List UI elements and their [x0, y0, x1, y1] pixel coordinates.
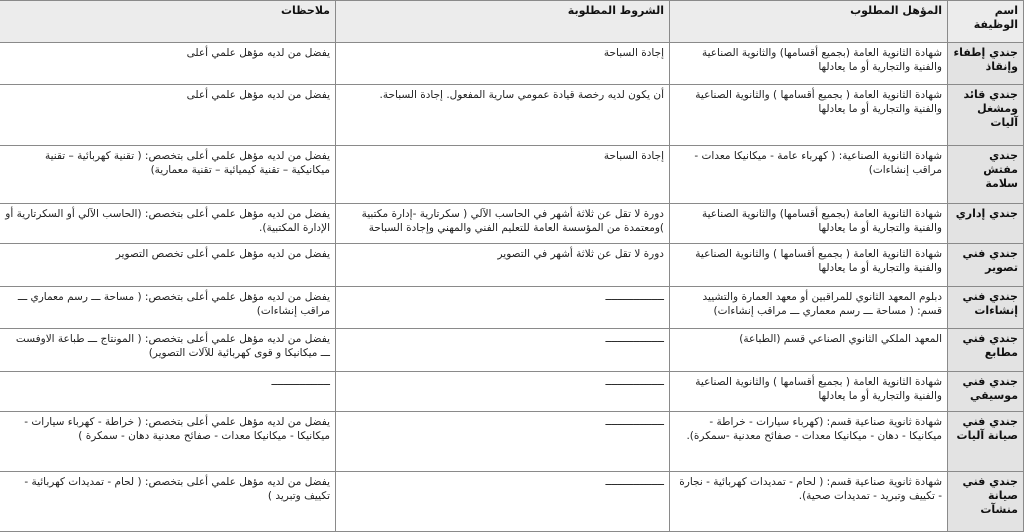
table-row — [0, 411, 1024, 471]
qualification-cell: شهادة الثانوية العامة (بجميع أقسامها) والثانوية الصناعية والفنية والتجارية أو ما يعادلها — [670, 43, 948, 85]
conditions-cell: دورة لا تقل عن ثلاثة أشهر في الحاسب الآلي ( سكرتارية -إدارة مكتبية )ومعتمدة من المؤسسة العامة للتعليم الفني والمهني وإجادة السباحة — [336, 204, 670, 244]
qualification-cell: شهادة الثانوية الصناعية: ( كهرباء عامة - ميكانيكا معدات - مراقب إنشاءات) — [670, 146, 948, 204]
job-title: جندي فني تصوير — [948, 244, 1024, 287]
qualification-cell: شهادة الثانوية العامة ( بجميع أقسامها ) والثانوية الصناعية والفنية والتجارية أو ما يعادلها — [670, 85, 948, 146]
notes-cell: يفضل من لديه مؤهل علمي أعلى تخصص التصوير — [0, 244, 336, 287]
notes-cell: يفضل من لديه مؤهل علمي أعلى بتخصص: ( المونتاج ـــ طباعة الاوفست ـــ ميكانيكا و قوى كهربائية للآلات التصوير) — [0, 328, 336, 371]
table-row — [0, 471, 1024, 531]
table-row — [0, 328, 1024, 371]
job-title: جندي إداري — [948, 204, 1024, 244]
conditions-cell: إجادة السباحة — [336, 43, 670, 85]
notes-cell: يفضل من لديه مؤهل علمي أعلى بتخصص: ( خراطة - كهرباء سيارات - ميكانيكا - ميكانيكا معدات - صفائح معدنية دهان - سمكرة ) — [0, 411, 336, 471]
table-row — [0, 204, 1024, 244]
qualification-cell: شهادة الثانوية العامة (بجميع أقسامها) والثانوية الصناعية والفنية والتجارية أو ما يعادلها — [670, 204, 948, 244]
job-title: جندي مفتش سلامة — [948, 146, 1024, 204]
job-title: جندي فني صيانة آليات — [948, 411, 1024, 471]
qualification-cell: شهادة الثانوية العامة ( بجميع أقسامها ) والثانوية الصناعية والفنية والتجارية أو ما يعادلها — [670, 371, 948, 411]
conditions-cell: ـــــــــــــــــــ — [336, 328, 670, 371]
job-title: جندي فني مطابع — [948, 328, 1024, 371]
notes-cell: يفضل من لديه مؤهل علمي أعلى بتخصص: ( تقنية كهربائية – تقنية ميكانيكية – تقنية كيميائية – تقنية معمارية) — [0, 146, 336, 204]
qualification-cell: شهادة ثانوية صناعية قسم: ( لحام - تمديدات كهربائية - نجارة - تكييف وتبريد - تمديدات صحية). — [670, 471, 948, 531]
header-notes: ملاحظات — [0, 1, 336, 43]
conditions-cell: ـــــــــــــــــــ — [336, 371, 670, 411]
notes-cell: يفضل من لديه مؤهل علمي أعلى بتخصص: ( لحام - تمديدات كهربائية - تكييف وتبريد ) — [0, 471, 336, 531]
notes-cell: يفضل من لديه مؤهل علمي أعلى — [0, 85, 336, 146]
conditions-cell: ـــــــــــــــــــ — [336, 471, 670, 531]
header-qualification: المؤهل المطلوب — [670, 1, 948, 43]
table-row — [0, 244, 1024, 287]
header-conditions: الشروط المطلوبة — [336, 1, 670, 43]
job-title: جندي فني إنشاءات — [948, 287, 1024, 328]
qualification-cell: دبلوم المعهد الثانوي للمراقبين أو معهد العمارة والتشييد قسم: ( مساحة ـــ رسم معماري ـــ مراقب إنشاءات) — [670, 287, 948, 328]
conditions-cell: ـــــــــــــــــــ — [336, 287, 670, 328]
notes-cell: ـــــــــــــــــــ — [0, 371, 336, 411]
job-title: جندي قائد ومشغل آليات — [948, 85, 1024, 146]
table-row — [0, 43, 1024, 85]
job-title: جندي فني موسيقي — [948, 371, 1024, 411]
table-row — [0, 146, 1024, 204]
conditions-cell: ـــــــــــــــــــ — [336, 411, 670, 471]
table-row — [0, 371, 1024, 411]
header-row — [0, 1, 1024, 43]
job-title: جندي فني صيانة منشآت — [948, 471, 1024, 531]
job-title: جندي إطفاء وإنقاذ — [948, 43, 1024, 85]
qualification-cell: المعهد الملكي الثانوي الصناعي قسم (الطباعة) — [670, 328, 948, 371]
notes-cell: يفضل من لديه مؤهل علمي أعلى بتخصص: ( مساحة ـــ رسم معماري ـــ مراقب إنشاءات) — [0, 287, 336, 328]
header-job: اسم الوظيفة — [948, 1, 1024, 43]
table-row — [0, 287, 1024, 328]
conditions-cell: دورة لا تقل عن ثلاثة أشهر في التصوير — [336, 244, 670, 287]
qualification-cell: شهادة الثانوية العامة ( بجميع أقسامها ) والثانوية الصناعية والفنية والتجارية أو ما يعادلها — [670, 244, 948, 287]
notes-cell: يفضل من لديه مؤهل علمي أعلى — [0, 43, 336, 85]
qualification-cell: شهادة ثانوية صناعية قسم: (كهرباء سيارات - خراطة - ميكانيكا - دهان - ميكانيكا معدات - صفائح معدنية -سمكرة). — [670, 411, 948, 471]
table-row — [0, 85, 1024, 146]
conditions-cell: أن يكون لديه رخصة قيادة عمومي سارية المفعول. إجادة السباحة. — [336, 85, 670, 146]
notes-cell: يفضل من لديه مؤهل علمي أعلى بتخصص: (الحاسب الآلي أو السكرتارية أو الإدارة المكتبية). — [0, 204, 336, 244]
conditions-cell: إجادة السباحة — [336, 146, 670, 204]
